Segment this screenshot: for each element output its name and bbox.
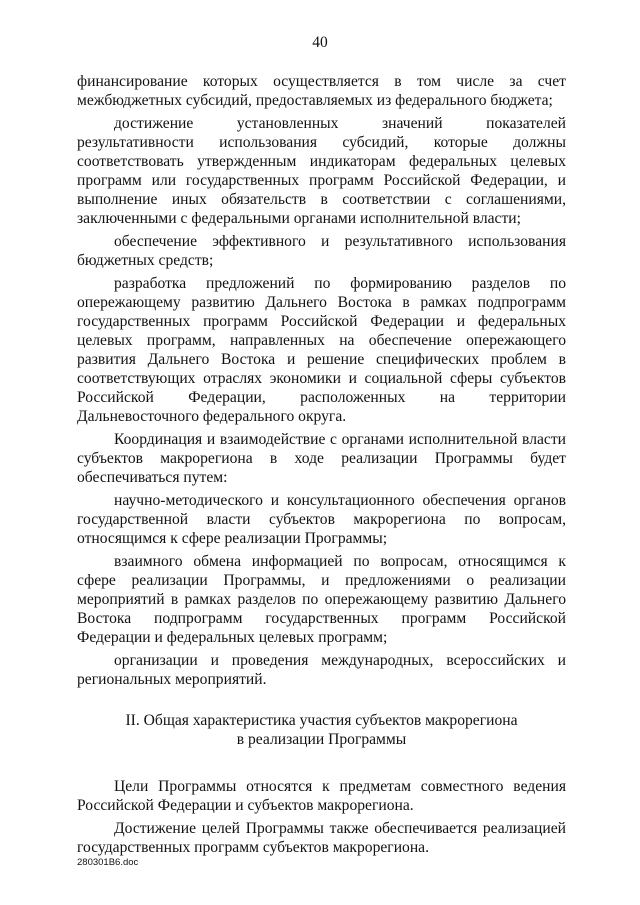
paragraph: научно-методического и консультационного обеспечения органов государственной власти субъектов макрорегиона по вопросам, относящимся к сфере реализации Программы; [77,491,566,548]
paragraph: обеспечение эффективного и результативного использования бюджетных средств; [77,232,566,270]
paragraph: разработка предложений по формированию разделов по опережающему развитию Дальнего Востока в рамках подпрограмм государственных программ Российской Федерации и федеральных целевых программ, направленных на обеспечение опережающего развития Дальнего Востока и решение специфических проблем в соответствующих отраслях экономики и социальной сферы субъектов Российской Федерации, расположенных на территории Дальневосточного федерального округа. [77,274,566,426]
paragraph: взаимного обмена информацией по вопросам, относящимся к сфере реализации Программы, и предложениями о реализации мероприятий в рамках разделов по опережающему развитию Дальнего Востока подпрограмм государственных программ Российской Федерации и федеральных целевых программ; [77,552,566,647]
page-number: 40 [312,34,328,51]
paragraph: организации и проведения международных, всероссийских и региональных мероприятий. [77,651,566,688]
paragraph-group-bottom [77,777,566,857]
paragraph: достижение установленных значений показателей результативности использования субсидий, которые должны соответствовать утвержденным индикаторам федеральных целевых программ или государственных программ Российской Федерации, и выполнение иных обязательств в соответствии с соглашениями, заключенными с федеральными органами исполнительной власти; [77,114,566,228]
document-body [77,72,566,861]
paragraph: Координация и взаимодействие с органами исполнительной власти субъектов макрорегиона в ходе реализации Программы будет обеспечиваться путем: [77,431,566,487]
section-heading [77,711,566,749]
paragraph: Цели Программы относятся к предметам совместного ведения Российской Федерации и субъектов макрорегиона. [77,778,566,815]
document-code: 280301B6.doc [77,857,139,868]
paragraph-group-top [77,72,566,689]
section-heading-line-1: II. Общая характеристика участия субъектов макрорегиона [125,712,518,730]
paragraph: Достижение целей Программы также обеспечивается реализацией государственных программ субъектов макрорегиона. [77,820,566,857]
paragraph: финансирование которых осуществляется в том числе за счет межбюджетных субсидий, предоставляемых из федерального бюджета; [77,73,566,110]
section-heading-line-2: в реализации Программы [236,731,407,749]
